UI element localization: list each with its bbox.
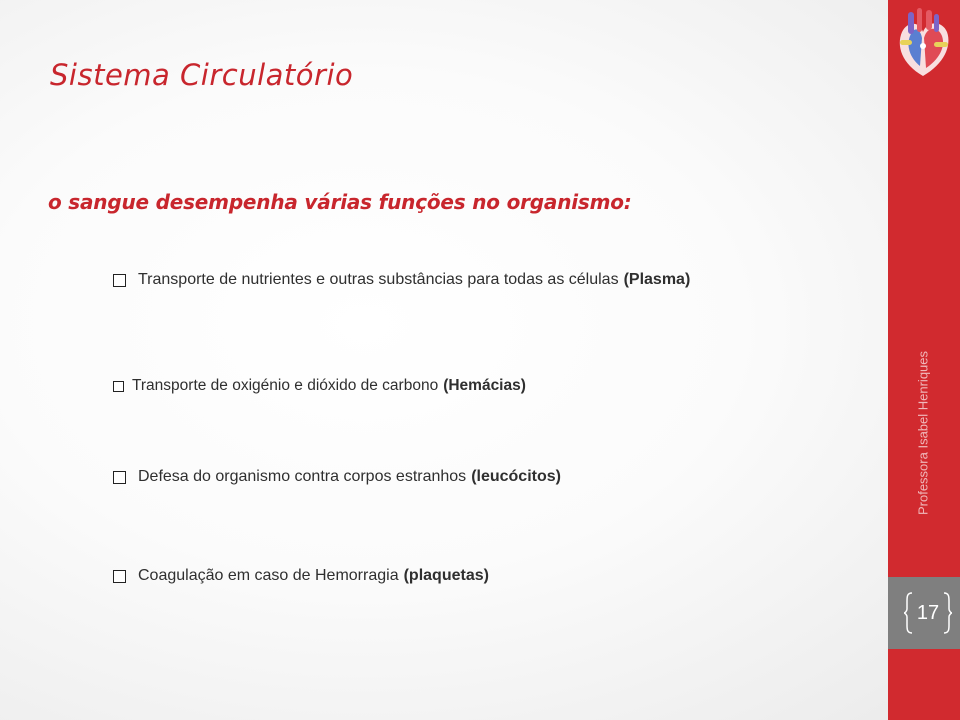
bullet-item (113, 567, 489, 585)
page-number-box (904, 591, 952, 635)
slide-subtitle: o sangue desempenha várias funções no organismo: (48, 190, 632, 214)
heart-anatomy-icon (890, 6, 956, 82)
bullet-item (113, 271, 690, 289)
bullet-emphasis: (Plasma) (623, 271, 691, 288)
bullet-text: Transporte de oxigénio e dióxido de carbono (132, 377, 439, 394)
bullet-emphasis: (leucócitos) (471, 468, 561, 485)
slide-title: Sistema Circulatório (50, 58, 354, 92)
page-number: 17 (916, 602, 940, 624)
bullet-emphasis: (Hemácias) (443, 377, 526, 394)
author-label (911, 328, 935, 538)
bullet-item (113, 468, 561, 486)
bullet-emphasis: (plaquetas) (403, 567, 489, 584)
bullet-item (113, 377, 526, 395)
bullet-text: Transporte de nutrientes e outras substâncias para todas as células (138, 271, 619, 288)
checkbox-bullet-icon (113, 381, 124, 392)
bullet-text: Defesa do organismo contra corpos estranhos (138, 468, 467, 485)
checkbox-bullet-icon (113, 570, 126, 583)
checkbox-bullet-icon (113, 274, 126, 287)
author-text: Professora Isabel Henriques (915, 350, 931, 516)
checkbox-bullet-icon (113, 471, 126, 484)
bullet-text: Coagulação em caso de Hemorragia (138, 567, 399, 584)
